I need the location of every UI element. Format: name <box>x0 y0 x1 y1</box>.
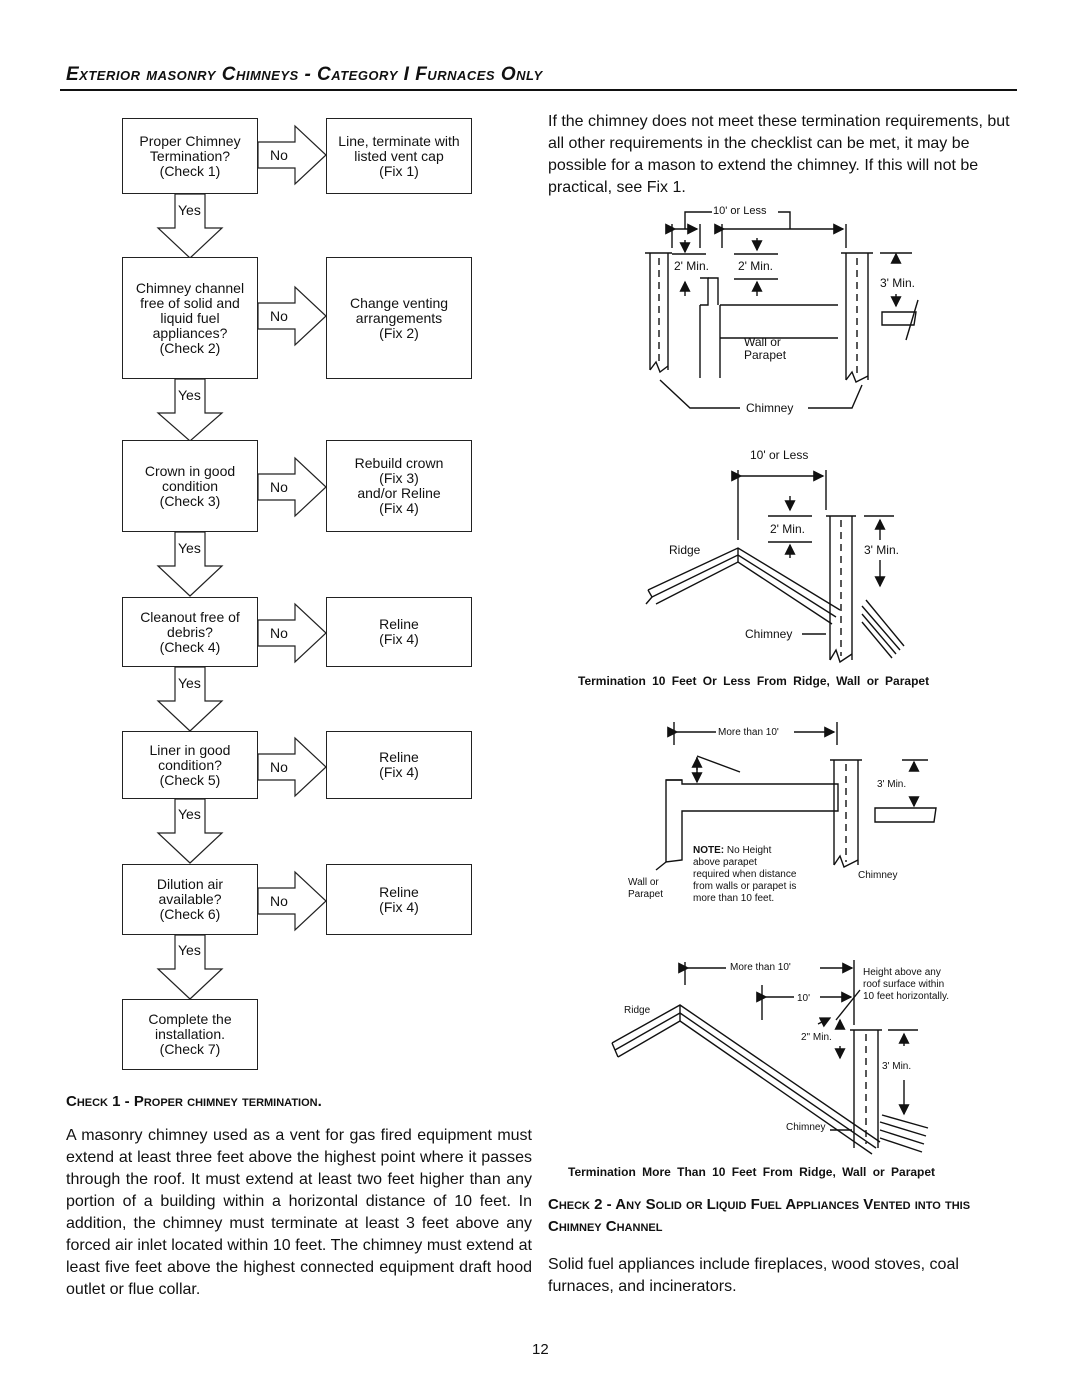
d2-three-min: 3' Min. <box>864 543 899 557</box>
d1-two-min-a: 2' Min. <box>674 259 709 273</box>
d4-ten: 10' <box>797 993 811 1004</box>
fix-6-box: Reline (Fix 4) <box>326 864 472 935</box>
d1-two-min-b: 2' Min. <box>738 259 773 273</box>
fix-4-box: Reline (Fix 4) <box>326 597 472 667</box>
d3-note-text: No Height above parapet required when distance from walls or parapet is more than 10 feet. <box>693 845 797 904</box>
d3-chimney-label: Chimney <box>858 870 898 881</box>
d4-height-note: Height above any roof surface within 10 feet horizontally. <box>863 967 949 1002</box>
fix-3-box: Rebuild crown (Fix 3) and/or Reline (Fix 4) <box>326 440 472 532</box>
d2-ridge: Ridge <box>669 543 701 557</box>
check-6-box: Dilution air available? (Check 6) <box>122 864 258 935</box>
d3-three-min: 3' Min. <box>877 779 907 790</box>
fix-5-box: Reline (Fix 4) <box>326 731 472 799</box>
fix-1-box: Line, terminate with listed vent cap (Fix 1) <box>326 118 472 194</box>
yes-label: Yes <box>178 387 201 403</box>
check-5-box: Liner in good condition? (Check 5) <box>122 731 258 799</box>
d2-two-min: 2' Min. <box>770 522 805 536</box>
intro-paragraph: If the chimney does not meet these termination requirements, but all other requirements in the checklist can be met, it may be possible for a mason to extend the chimney. If this will not be practical, see Fix 1. <box>548 113 1010 196</box>
d3-more-than: More than 10' <box>718 727 779 738</box>
d3-wall-label: Wall or Parapet <box>628 877 664 900</box>
d4-three-min: 3' Min. <box>882 1061 912 1072</box>
diagram-caption-1: Termination 10 Feet Or Less From Ridge, Wall or Parapet <box>578 674 930 688</box>
check-1-box: Proper Chimney Termination? (Check 1) <box>122 118 258 194</box>
d1-chimney-label: Chimney <box>746 401 794 415</box>
check-2-box: Chimney channel free of solid and liquid fuel appliances? (Check 2) <box>122 257 258 379</box>
check-2-paragraph: Solid fuel appliances include fireplaces, wood stoves, coal furnaces, and incinerators. <box>548 1256 959 1295</box>
d4-ridge: Ridge <box>624 1005 651 1016</box>
d4-more-than: More than 10' <box>730 962 791 973</box>
d4-two-min: 2" Min. <box>801 1032 832 1043</box>
no-label: No <box>270 893 288 909</box>
no-label: No <box>270 759 288 775</box>
d2-chimney-label: Chimney <box>745 627 793 641</box>
d3-note <box>693 845 796 905</box>
no-label: No <box>270 147 288 163</box>
diagram-1-art <box>645 212 918 408</box>
d2-ten-or-less: 10' or Less <box>750 448 809 462</box>
check-1-heading: Check 1 - Proper chimney termination. <box>66 1093 322 1110</box>
yes-label: Yes <box>178 202 201 218</box>
check-2-heading: Check 2 - Any Solid or Liquid Fuel Appliances Vented into this Chimney Channel <box>548 1196 971 1235</box>
yes-label: Yes <box>178 675 201 691</box>
check-7-box: Complete the installation. (Check 7) <box>122 999 258 1070</box>
check-1-paragraph: A masonry chimney used as a vent for gas fired equipment must extend at least three feet above the highest point where it passes through the roof. It must extend at least two feet higher than any portion of a building within a horizontal distance of 10 feet. In addition, the chimney must terminate at least 3 feet above any forced air inlet located within 10 feet. The chimney must extend at least five feet above the highest connected equipment draft hood outlet or flue collar. <box>66 1127 532 1298</box>
no-label: No <box>270 479 288 495</box>
page-title: Exterior masonry Chimneys - Category I Furnaces Only <box>66 64 543 85</box>
page-number: 12 <box>532 1341 549 1358</box>
yes-label: Yes <box>178 942 201 958</box>
d1-ten-or-less: 10' or Less <box>713 205 767 217</box>
diagram-caption-2: Termination More Than 10 Feet From Ridge, Wall or Parapet <box>568 1165 936 1179</box>
check-3-box: Crown in good condition (Check 3) <box>122 440 258 532</box>
yes-label: Yes <box>178 806 201 822</box>
check-4-box: Cleanout free of debris? (Check 4) <box>122 597 258 667</box>
d1-wall-label: Wall or Parapet <box>744 335 787 362</box>
yes-label: Yes <box>178 540 201 556</box>
no-label: No <box>270 308 288 324</box>
fix-2-box: Change venting arrangements (Fix 2) <box>326 257 472 379</box>
d3-note-label: NOTE: <box>693 845 725 856</box>
d1-three-min: 3' Min. <box>880 276 915 290</box>
d4-chimney-label: Chimney <box>786 1122 826 1133</box>
no-label: No <box>270 625 288 641</box>
